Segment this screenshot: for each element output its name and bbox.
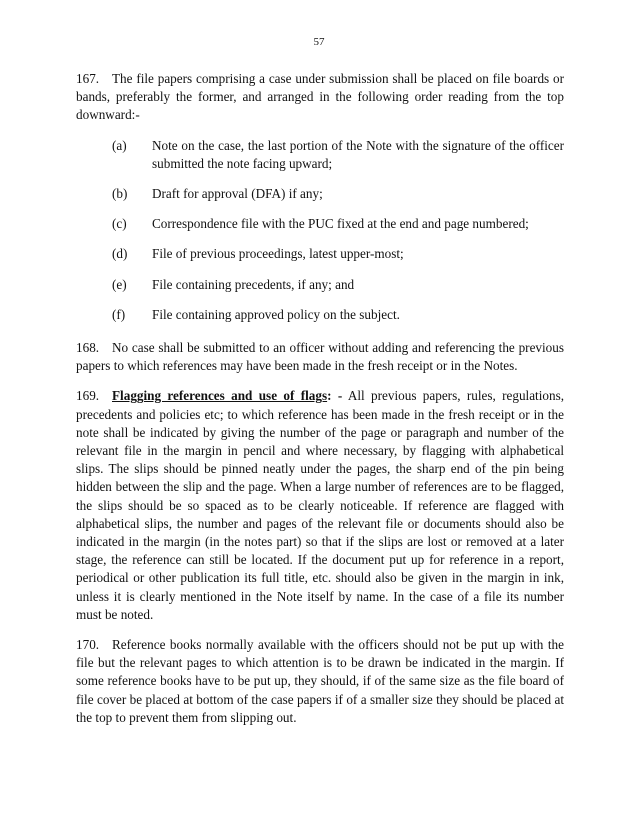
paragraph-number: 167. — [76, 71, 100, 86]
paragraph-number: 170. — [76, 637, 100, 653]
list-item-c — [76, 215, 564, 233]
heading-separator: : - — [327, 388, 343, 404]
list-item-text: Note on the case, the last portion of the Note with the signature of the officer submitted the note facing upward; — [152, 137, 564, 171]
section-heading: Flagging references and use of flags — [112, 388, 328, 404]
list-marker: (a) — [112, 137, 127, 153]
list-item-text: Draft for approval (DFA) if any; — [152, 186, 323, 202]
list-marker: (e) — [112, 276, 127, 292]
paragraph-168 — [76, 339, 564, 375]
list-marker: (f) — [112, 306, 126, 322]
paragraph-text: All previous papers, rules, regulations, precedents and policies etc; to which reference has been made in the fresh receipt or in the note shall be indicated by giving the number of the page or paragraph and number of the relevant file in the margin in pencil and where necessary, by flagging with alphabetical slips. The slips should be pinned neatly under the pages, the sharp end of the pin being hidden between the slip and the page. When a large number of references are to be flagged, the slips should be so spaced as to be clearly noticeable. If reference are flagged with alphabetical slips, the number and pages of the relevant file or documents should also be indicated in the margin (in the notes part) so that if the slips are lost or removed at a later stage, the reference can still be located. If the document put up for reference in a report, periodical or other publication its full title, etc. should also be given in the margin in ink, unless it is clearly mentioned in the Note itself by name. In the case of a file its number must be noted. — [76, 388, 565, 622]
paragraph-number: 169. — [76, 388, 100, 404]
paragraph-text: The file papers comprising a case under submission shall be placed on file boards or bands, preferably the former, and arranged in the following order reading from the top downward:- — [76, 71, 564, 123]
list-marker: (c) — [112, 216, 127, 232]
page-number: 57 — [313, 36, 325, 48]
list-item-d — [76, 245, 564, 263]
list-marker: (b) — [112, 186, 128, 202]
document-body — [76, 70, 564, 739]
list-item-text: File containing precedents, if any; and — [152, 276, 355, 292]
paragraph-170 — [76, 636, 564, 727]
list-item-b — [76, 185, 564, 203]
paragraph-167 — [76, 70, 564, 125]
list-item-a — [76, 137, 564, 173]
list-item-e — [76, 276, 564, 294]
paragraph-number: 168. — [76, 340, 100, 356]
list-item-text: File containing approved policy on the subject. — [152, 306, 400, 322]
paragraph-169 — [76, 387, 564, 624]
list-marker: (d) — [112, 246, 128, 262]
order-list — [76, 137, 564, 324]
list-item-f — [76, 306, 564, 324]
paragraph-text: No case shall be submitted to an officer without adding and referencing the previous papers to which references may have been made in the fresh receipt or in the Notes. — [76, 340, 564, 374]
list-item-text: File of previous proceedings, latest upper-most; — [152, 246, 404, 262]
paragraph-text: Reference books normally available with the officers should not be put up with the file but the relevant pages to which attention is to be drawn be indicated in the margin. If some reference books have to be put up, they should, if of the same size as the file board of file cover be placed at bottom of the case papers if of a smaller size they should be placed at the top to prevent them from slipping out. — [76, 637, 564, 725]
list-item-text: Correspondence file with the PUC fixed at the end and page numbered; — [152, 216, 529, 232]
